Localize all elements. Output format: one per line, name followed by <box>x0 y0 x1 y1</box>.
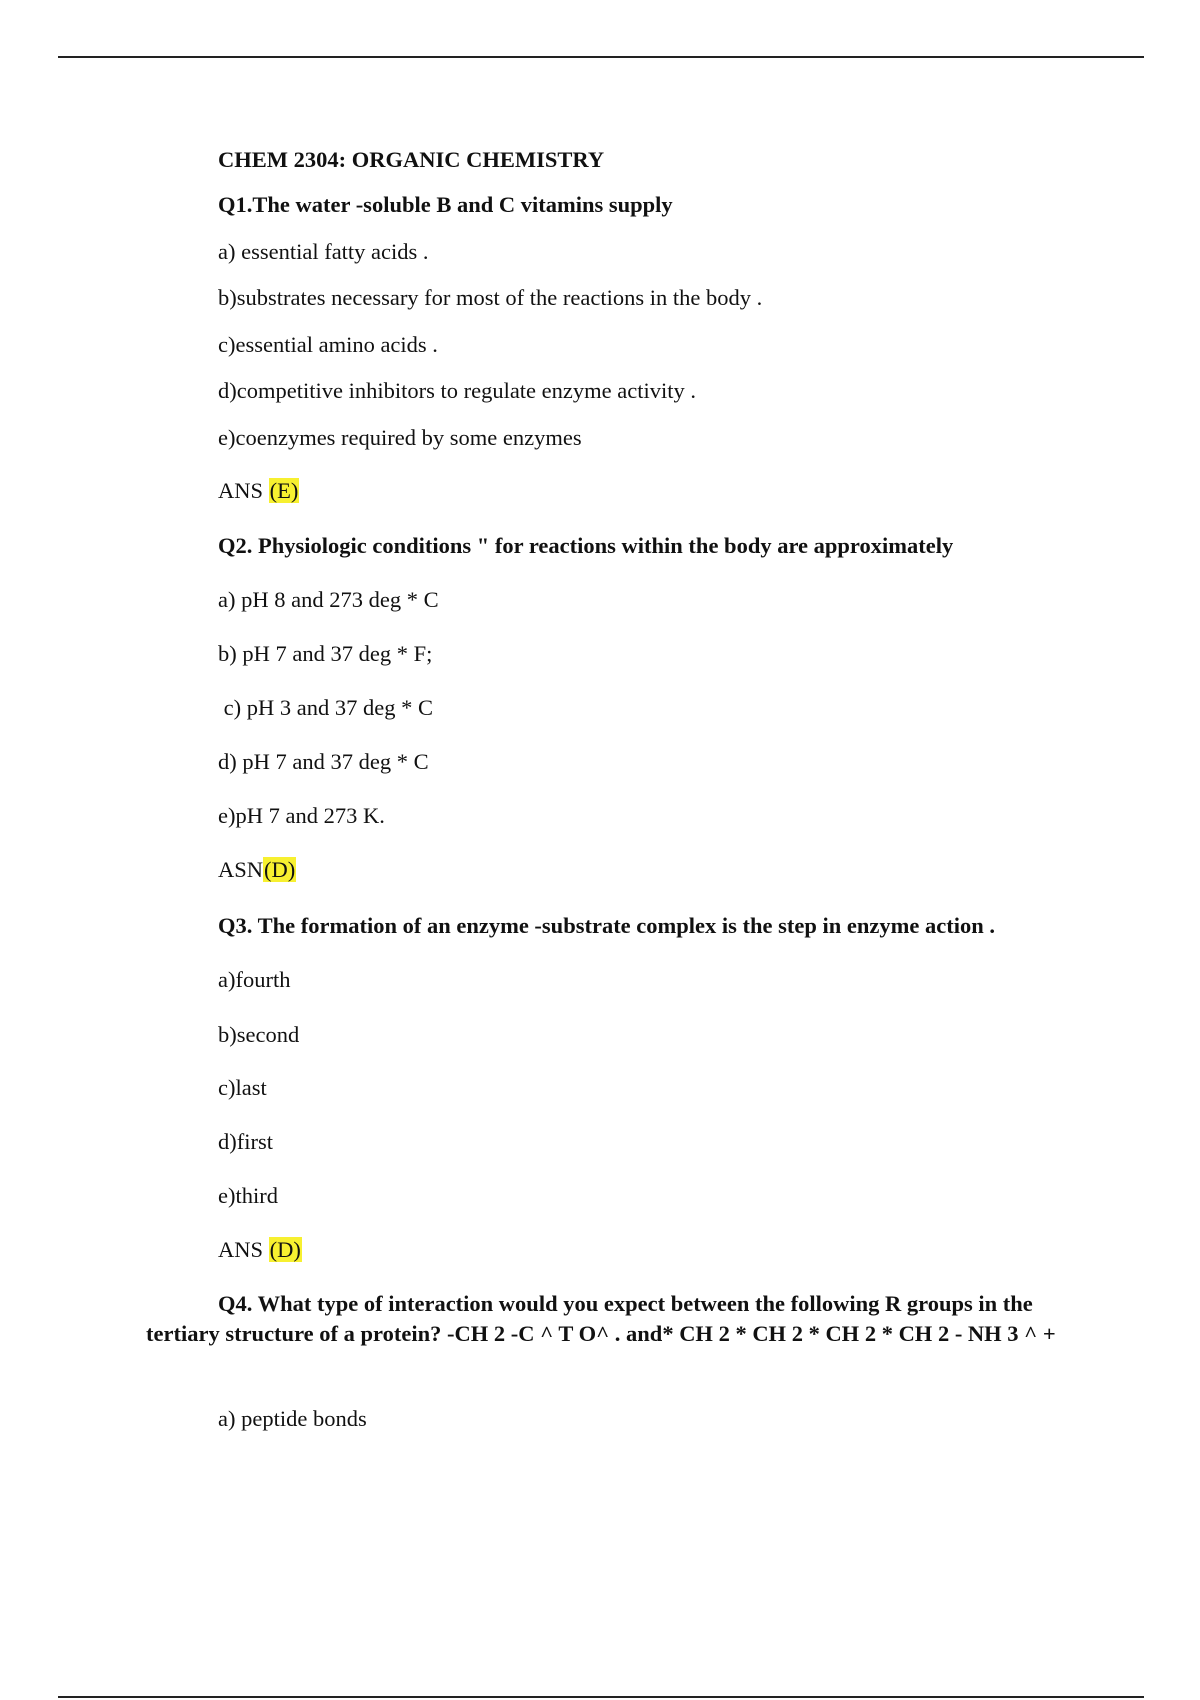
course-title: CHEM 2304: ORGANIC CHEMISTRY <box>218 147 605 172</box>
q2-answer <box>218 856 296 884</box>
q3-answer <box>218 1236 302 1264</box>
q1-option-c: c)essential amino acids . <box>218 332 438 357</box>
q1-answer <box>218 477 299 505</box>
q3-option-b: b)second <box>218 1022 300 1047</box>
bottom-rule <box>58 1696 1144 1698</box>
q1-answer-highlight: (E) <box>269 478 299 503</box>
q2-option-d: d) pH 7 and 37 deg * C <box>218 749 429 774</box>
q1-option-e: e)coenzymes required by some enzymes <box>218 425 582 450</box>
q3-answer-prefix: ANS <box>218 1237 269 1262</box>
q2-answer-highlight: (D) <box>264 857 296 882</box>
q1-answer-prefix: ANS <box>218 478 269 503</box>
q3-answer-highlight: (D) <box>269 1237 301 1262</box>
q3-option-a: a)fourth <box>218 967 291 992</box>
q1-option-a: a) essential fatty acids . <box>218 239 429 264</box>
q2-option-c: c) pH 3 and 37 deg * C <box>218 695 433 720</box>
q1-option-d: d)competitive inhibitors to regulate enzyme activity . <box>218 378 696 403</box>
q2-question: Q2. Physiologic conditions " for reactions within the body are approximately <box>218 533 954 558</box>
q3-option-d: d)first <box>218 1129 273 1154</box>
q4-option-a: a) peptide bonds <box>218 1406 367 1431</box>
q4-question: Q4. What type of interaction would you expect between the following R groups in the tertiary structure of a protein? -CH 2 -C ^ T O^ . and* CH 2 * CH 2 * CH 2 * CH 2 - NH 3 ^ + <box>146 1291 1056 1346</box>
q2-option-b: b) pH 7 and 37 deg * F; <box>218 641 433 666</box>
q3-question: Q3. The formation of an enzyme -substrate complex is the step in enzyme action . <box>218 913 995 938</box>
q1-question: Q1.The water -soluble B and C vitamins supply <box>218 192 673 217</box>
q3-option-c: c)last <box>218 1075 267 1100</box>
q2-option-e: e)pH 7 and 273 K. <box>218 803 385 828</box>
top-rule <box>58 56 1144 58</box>
q3-option-e: e)third <box>218 1183 278 1208</box>
q2-option-a: a) pH 8 and 273 deg * C <box>218 587 439 612</box>
q2-answer-prefix: ASN <box>218 857 264 882</box>
q1-option-b: b)substrates necessary for most of the reactions in the body . <box>218 285 763 310</box>
